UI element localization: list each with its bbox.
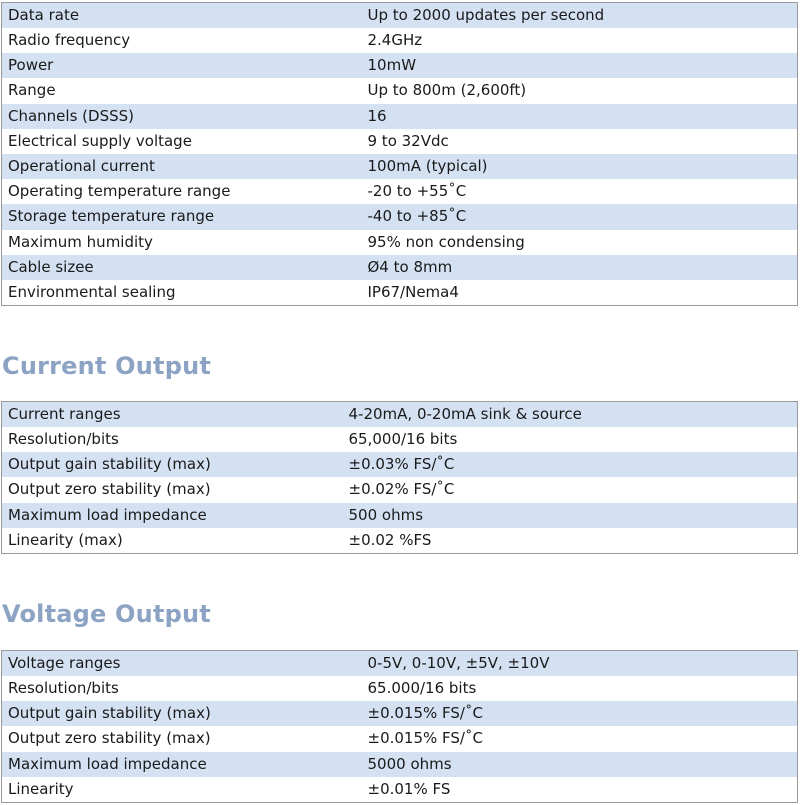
spec-label: Maximum humidity bbox=[2, 230, 362, 255]
spec-label: Operational current bbox=[2, 154, 362, 179]
current-output-heading: Current Output bbox=[2, 352, 212, 380]
table-row bbox=[2, 78, 798, 103]
table-row bbox=[2, 3, 798, 29]
table-row bbox=[2, 726, 798, 751]
table-row bbox=[2, 528, 798, 554]
table-row bbox=[2, 676, 798, 701]
general-spec-table bbox=[1, 2, 798, 306]
spec-label: Output zero stability (max) bbox=[2, 477, 343, 502]
spec-label: Maximum load impedance bbox=[2, 503, 343, 528]
spec-value: 0-5V, 0-10V, ±5V, ±10V bbox=[362, 651, 798, 677]
table-row bbox=[2, 154, 798, 179]
spec-value: 95% non condensing bbox=[362, 230, 798, 255]
table-row bbox=[2, 427, 798, 452]
spec-label: Data rate bbox=[2, 3, 362, 29]
table-row bbox=[2, 53, 798, 78]
spec-label: Channels (DSSS) bbox=[2, 104, 362, 129]
spec-value: Up to 2000 updates per second bbox=[362, 3, 798, 29]
spec-value: 5000 ohms bbox=[362, 752, 798, 777]
table-row bbox=[2, 503, 798, 528]
spec-label: Operating temperature range bbox=[2, 179, 362, 204]
spec-value: Up to 800m (2,600ft) bbox=[362, 78, 798, 103]
spec-label: Cable sizee bbox=[2, 255, 362, 280]
spec-label: Power bbox=[2, 53, 362, 78]
spec-value: 65,000/16 bits bbox=[343, 427, 798, 452]
table-row bbox=[2, 651, 798, 677]
table-row bbox=[2, 129, 798, 154]
spec-value: 100mA (typical) bbox=[362, 154, 798, 179]
voltage-output-table bbox=[1, 650, 798, 803]
spec-value: ±0.01% FS bbox=[362, 777, 798, 803]
table-row bbox=[2, 477, 798, 502]
spec-label: Output gain stability (max) bbox=[2, 452, 343, 477]
table-row bbox=[2, 701, 798, 726]
spec-label: Environmental sealing bbox=[2, 280, 362, 306]
voltage-output-heading: Voltage Output bbox=[2, 600, 211, 628]
spec-value: 16 bbox=[362, 104, 798, 129]
spec-value: ±0.03% FS/˚C bbox=[343, 452, 798, 477]
spec-label: Maximum load impedance bbox=[2, 752, 362, 777]
table-row bbox=[2, 230, 798, 255]
spec-value: Ø4 to 8mm bbox=[362, 255, 798, 280]
spec-value: ±0.015% FS/˚C bbox=[362, 701, 798, 726]
spec-value: ±0.015% FS/˚C bbox=[362, 726, 798, 751]
spec-label: Current ranges bbox=[2, 402, 343, 428]
spec-value: -40 to +85˚C bbox=[362, 204, 798, 229]
spec-label: Storage temperature range bbox=[2, 204, 362, 229]
spec-value: 4-20mA, 0-20mA sink & source bbox=[343, 402, 798, 428]
current-output-table bbox=[1, 401, 798, 554]
spec-label: Radio frequency bbox=[2, 28, 362, 53]
table-row bbox=[2, 204, 798, 229]
spec-label: Resolution/bits bbox=[2, 676, 362, 701]
table-row bbox=[2, 777, 798, 803]
spec-value: 65.000/16 bits bbox=[362, 676, 798, 701]
spec-value: IP67/Nema4 bbox=[362, 280, 798, 306]
table-row bbox=[2, 179, 798, 204]
spec-label: Output gain stability (max) bbox=[2, 701, 362, 726]
table-row bbox=[2, 752, 798, 777]
spec-value: 10mW bbox=[362, 53, 798, 78]
spec-value: -20 to +55˚C bbox=[362, 179, 798, 204]
spec-label: Linearity bbox=[2, 777, 362, 803]
spec-label: Electrical supply voltage bbox=[2, 129, 362, 154]
spec-value: ±0.02% FS/˚C bbox=[343, 477, 798, 502]
spec-value: 2.4GHz bbox=[362, 28, 798, 53]
spec-label: Output zero stability (max) bbox=[2, 726, 362, 751]
table-row bbox=[2, 280, 798, 306]
table-row bbox=[2, 28, 798, 53]
table-row bbox=[2, 255, 798, 280]
spec-value: ±0.02 %FS bbox=[343, 528, 798, 554]
spec-value: 9 to 32Vdc bbox=[362, 129, 798, 154]
spec-label: Linearity (max) bbox=[2, 528, 343, 554]
spec-label: Range bbox=[2, 78, 362, 103]
table-row bbox=[2, 452, 798, 477]
spec-label: Voltage ranges bbox=[2, 651, 362, 677]
spec-label: Resolution/bits bbox=[2, 427, 343, 452]
spec-value: 500 ohms bbox=[343, 503, 798, 528]
table-row bbox=[2, 104, 798, 129]
table-row bbox=[2, 402, 798, 428]
